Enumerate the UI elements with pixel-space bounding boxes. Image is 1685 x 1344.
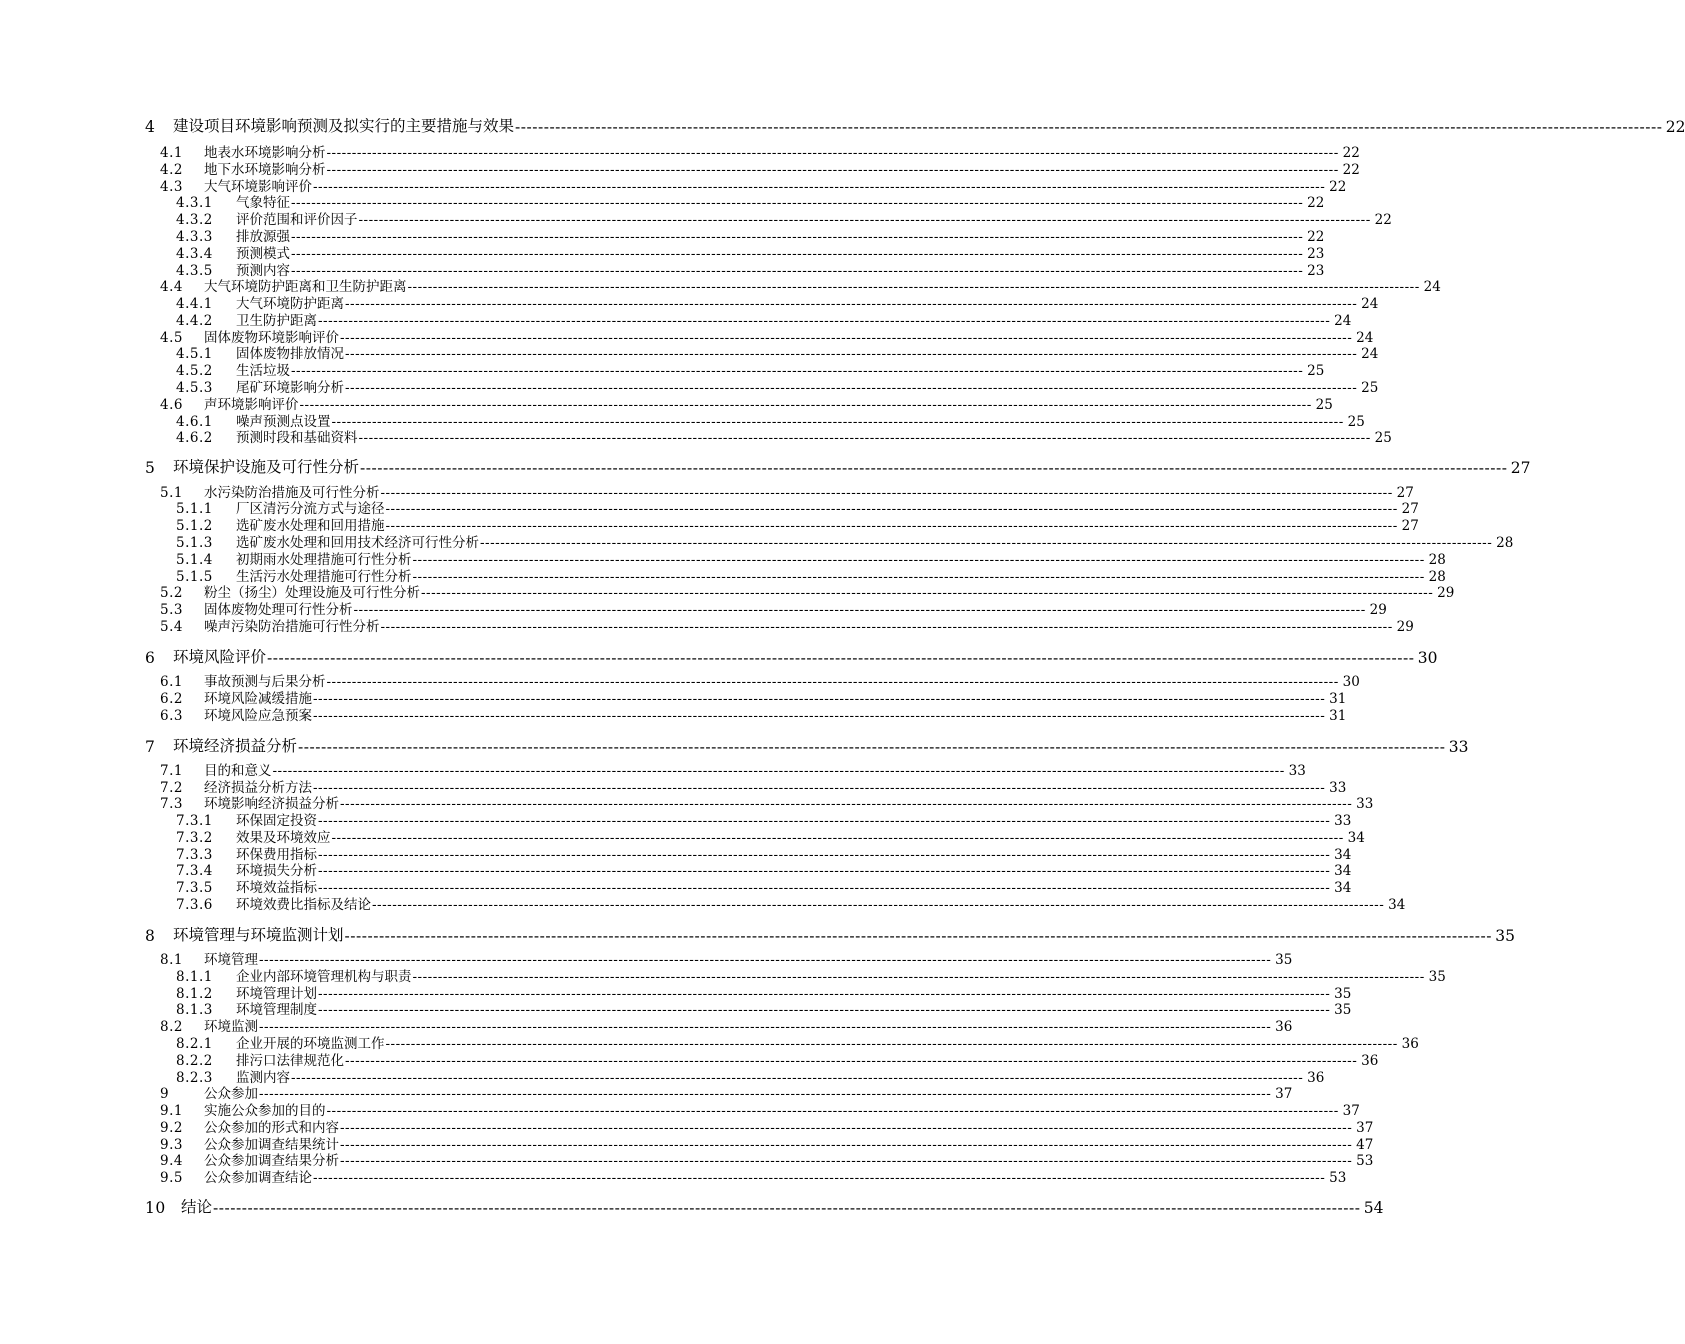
toc-entry-title: 环保固定投资 <box>236 813 317 829</box>
toc-entry-number: 4.3.2 <box>176 212 213 228</box>
dot-leader: -------------------------------------------------------------------------------------------------------------------------------------------------------------------------------------------------------- <box>385 1036 1398 1052</box>
toc-entry-title: 公众参加的形式和内容 <box>204 1120 339 1136</box>
toc-entry-number: 4.5.2 <box>176 363 213 379</box>
toc-subsection-entry[interactable] <box>0 846 1352 863</box>
toc-entry-number: 4.2 <box>160 162 183 178</box>
toc-entry-number: 8.1.3 <box>176 1002 213 1018</box>
toc-entry-page-number: 35 <box>1495 927 1515 945</box>
toc-section-entry[interactable] <box>0 1085 1293 1102</box>
toc-entry-number: 5.1.5 <box>176 569 213 585</box>
toc-chapter-entry[interactable] <box>0 455 1531 477</box>
toc-entry-title: 公众参加调查结果分析 <box>204 1153 339 1169</box>
toc-entry-number: 4.5.1 <box>176 346 213 362</box>
toc-entry-title: 地表水环境影响分析 <box>204 145 326 161</box>
toc-entry-number: 4.4.1 <box>176 296 213 312</box>
toc-entry-number: 4.3.5 <box>176 263 213 279</box>
toc-section-entry[interactable] <box>0 707 1347 724</box>
dot-leader: -------------------------------------------------------------------------------------------------------------------------------------------------------------------------------------------------------- <box>299 397 1312 413</box>
toc-section-entry[interactable] <box>0 1136 1374 1153</box>
toc-entry-title: 大气环境影响评价 <box>204 179 312 195</box>
toc-section-entry[interactable] <box>0 396 1333 413</box>
toc-subsection-entry[interactable] <box>0 1035 1419 1052</box>
toc-entry-page-number: 30 <box>1342 674 1360 690</box>
toc-subsection-entry[interactable] <box>0 194 1325 211</box>
toc-subsection-entry[interactable] <box>0 1052 1379 1069</box>
dot-leader: -------------------------------------------------------------------------------------------------------------------------------------------------------------------------------------------------------- <box>259 952 1272 968</box>
toc-entry-page-number: 35 <box>1334 986 1352 1002</box>
toc-entry-number: 8 <box>145 927 156 945</box>
toc-entry-number: 6.2 <box>160 691 183 707</box>
toc-entry-title: 环境效益指标 <box>236 880 317 896</box>
dot-leader: -------------------------------------------------------------------------------------------------------------------------------------------------------------------------------------------------------- <box>385 501 1398 517</box>
toc-entry-number: 5.1 <box>160 485 183 501</box>
toc-entry-number: 5.1.2 <box>176 518 213 534</box>
toc-entry-title: 环境效费比指标及结论 <box>236 897 371 913</box>
dot-leader: -------------------------------------------------------------------------------------------------------------------------------------------------------------------------------------------------------- <box>421 585 1434 601</box>
toc-entry-title: 环境风险减缓措施 <box>204 691 312 707</box>
dot-leader: -------------------------------------------------------------------------------------------------------------------------------------------------------------------------------------------------------- <box>380 619 1393 635</box>
toc-entry-page-number: 28 <box>1496 535 1514 551</box>
dot-leader: -------------------------------------------------------------------------------------------------------------------------------------------------------------------------------------------------------- <box>291 363 1304 379</box>
dot-leader: -------------------------------------------------------------------------------------------------------------------------------------------------------------------------------------------------------- <box>272 763 1285 779</box>
toc-entry-page-number: 27 <box>1396 485 1414 501</box>
toc-subsection-entry[interactable] <box>0 1001 1352 1018</box>
toc-entry-title: 地下水环境影响分析 <box>204 162 326 178</box>
toc-entry-page-number: 25 <box>1315 397 1333 413</box>
toc-entry-title: 环境管理 <box>204 952 258 968</box>
toc-entry-title: 排放源强 <box>236 229 290 245</box>
toc-entry-page-number: 33 <box>1288 763 1306 779</box>
dot-leader: -------------------------------------------------------------------------------------------------------------------------------------------------------------------------------------------------------- <box>340 1153 1353 1169</box>
toc-subsection-entry[interactable] <box>0 362 1325 379</box>
dot-leader: -------------------------------------------------------------------------------------------------------------------------------------------------------------------------------------------------------- <box>318 986 1331 1002</box>
dot-leader: -------------------------------------------------------------------------------------------------------------------------------------------------------------------------------------------------------- <box>318 847 1331 863</box>
toc-entry-page-number: 22 <box>1374 212 1392 228</box>
toc-entry-page-number: 23 <box>1307 263 1325 279</box>
dot-leader: -------------------------------------------------------------------------------------------------------------------------------------------------------------------------------------------------------- <box>515 118 1663 136</box>
toc-entry-title: 环境管理计划 <box>236 986 317 1002</box>
toc-entry-title: 预测时段和基础资料 <box>236 430 358 446</box>
toc-entry-title: 厂区清污分流方式与途径 <box>236 501 385 517</box>
toc-entry-number: 10 <box>145 1199 166 1217</box>
toc-entry-page-number: 27 <box>1401 501 1419 517</box>
dot-leader: -------------------------------------------------------------------------------------------------------------------------------------------------------------------------------------------------------- <box>331 414 1344 430</box>
toc-entry-page-number: 28 <box>1428 552 1446 568</box>
toc-subsection-entry[interactable] <box>0 829 1365 846</box>
toc-entry-title: 大气环境防护距离 <box>236 296 344 312</box>
dot-leader: -------------------------------------------------------------------------------------------------------------------------------------------------------------------------------------------------------- <box>313 691 1326 707</box>
toc-entry-page-number: 35 <box>1428 969 1446 985</box>
toc-entry-page-number: 22 <box>1665 118 1685 136</box>
toc-entry-page-number: 25 <box>1361 380 1379 396</box>
toc-entry-number: 4.1 <box>160 145 183 161</box>
toc-entry-number: 7.3 <box>160 796 183 812</box>
dot-leader: -------------------------------------------------------------------------------------------------------------------------------------------------------------------------------------------------------- <box>298 738 1446 756</box>
toc-entry-title: 公众参加 <box>204 1086 258 1102</box>
toc-entry-page-number: 35 <box>1334 1002 1352 1018</box>
toc-entry-number: 8.2.2 <box>176 1053 213 1069</box>
dot-leader: -------------------------------------------------------------------------------------------------------------------------------------------------------------------------------------------------------- <box>345 346 1358 362</box>
toc-section-entry[interactable] <box>0 1018 1293 1035</box>
toc-entry-title: 气象特征 <box>236 195 290 211</box>
toc-subsection-entry[interactable] <box>0 429 1392 446</box>
dot-leader: -------------------------------------------------------------------------------------------------------------------------------------------------------------------------------------------------------- <box>480 535 1493 551</box>
dot-leader: -------------------------------------------------------------------------------------------------------------------------------------------------------------------------------------------------------- <box>358 430 1371 446</box>
toc-entry-number: 7.3.2 <box>176 830 213 846</box>
toc-entry-number: 5.4 <box>160 619 183 635</box>
dot-leader: -------------------------------------------------------------------------------------------------------------------------------------------------------------------------------------------------------- <box>267 649 1415 667</box>
toc-entry-page-number: 31 <box>1329 691 1347 707</box>
toc-entry-page-number: 33 <box>1448 738 1469 756</box>
toc-entry-page-number: 53 <box>1329 1170 1347 1186</box>
toc-entry-number: 7.2 <box>160 780 183 796</box>
toc-entry-number: 7.1 <box>160 763 183 779</box>
toc-entry-title: 环境风险应急预案 <box>204 708 312 724</box>
toc-section-entry[interactable] <box>0 1169 1347 1186</box>
toc-entry-number: 4.5.3 <box>176 380 213 396</box>
toc-entry-title: 粉尘（扬尘）处理设施及可行性分析 <box>204 585 420 601</box>
toc-entry-title: 环境经济损益分析 <box>173 737 298 755</box>
dot-leader: -------------------------------------------------------------------------------------------------------------------------------------------------------------------------------------------------------- <box>313 708 1326 724</box>
toc-entry-title: 选矿废水处理和回用措施 <box>236 518 385 534</box>
dot-leader: -------------------------------------------------------------------------------------------------------------------------------------------------------------------------------------------------------- <box>259 1086 1272 1102</box>
toc-subsection-entry[interactable] <box>0 812 1352 829</box>
dot-leader: -------------------------------------------------------------------------------------------------------------------------------------------------------------------------------------------------------- <box>353 602 1366 618</box>
toc-entry-title: 声环境影响评价 <box>204 397 299 413</box>
toc-entry-page-number: 36 <box>1361 1053 1379 1069</box>
dot-leader: -------------------------------------------------------------------------------------------------------------------------------------------------------------------------------------------------------- <box>412 969 1425 985</box>
dot-leader: -------------------------------------------------------------------------------------------------------------------------------------------------------------------------------------------------------- <box>340 796 1353 812</box>
toc-section-entry[interactable] <box>0 762 1306 779</box>
dot-leader: -------------------------------------------------------------------------------------------------------------------------------------------------------------------------------------------------------- <box>344 927 1492 945</box>
toc-entry-page-number: 28 <box>1428 569 1446 585</box>
toc-entry-page-number: 31 <box>1329 708 1347 724</box>
toc-entry-number: 4.3.3 <box>176 229 213 245</box>
toc-subsection-entry[interactable] <box>0 985 1352 1002</box>
toc-entry-page-number: 33 <box>1334 813 1352 829</box>
toc-entry-page-number: 24 <box>1361 296 1379 312</box>
toc-entry-title: 固体废物排放情况 <box>236 346 344 362</box>
toc-section-entry[interactable] <box>0 144 1360 161</box>
toc-entry-page-number: 36 <box>1401 1036 1419 1052</box>
toc-entry-title: 环境影响经济损益分析 <box>204 796 339 812</box>
toc-subsection-entry[interactable] <box>0 500 1419 517</box>
toc-entry-number: 4.6.1 <box>176 414 213 430</box>
toc-entry-number: 4.4.2 <box>176 313 213 329</box>
toc-entry-title: 生活垃圾 <box>236 363 290 379</box>
toc-section-entry[interactable] <box>0 329 1374 346</box>
toc-subsection-entry[interactable] <box>0 345 1379 362</box>
toc-subsection-entry[interactable] <box>0 245 1325 262</box>
toc-entry-number: 4.3 <box>160 179 183 195</box>
toc-subsection-entry[interactable] <box>0 295 1379 312</box>
toc-section-entry[interactable] <box>0 690 1347 707</box>
toc-entry-title: 实施公众参加的目的 <box>204 1103 326 1119</box>
toc-entry-number: 4.6.2 <box>176 430 213 446</box>
toc-section-entry[interactable] <box>0 795 1374 812</box>
toc-entry-number: 6.1 <box>160 674 183 690</box>
toc-entry-title: 噪声污染防治措施可行性分析 <box>204 619 380 635</box>
toc-entry-title: 尾矿环境影响分析 <box>236 380 344 396</box>
toc-entry-number: 5.1.1 <box>176 501 213 517</box>
toc-entry-number: 4.6 <box>160 397 183 413</box>
dot-leader: -------------------------------------------------------------------------------------------------------------------------------------------------------------------------------------------------------- <box>291 195 1304 211</box>
dot-leader: -------------------------------------------------------------------------------------------------------------------------------------------------------------------------------------------------------- <box>412 569 1425 585</box>
toc-entry-title: 噪声预测点设置 <box>236 414 331 430</box>
dot-leader: -------------------------------------------------------------------------------------------------------------------------------------------------------------------------------------------------------- <box>291 263 1304 279</box>
toc-section-entry[interactable] <box>0 584 1455 601</box>
toc-entry-number: 4.4 <box>160 279 183 295</box>
toc-entry-page-number: 35 <box>1275 952 1293 968</box>
toc-subsection-entry[interactable] <box>0 1069 1325 1086</box>
toc-entry-title: 环境损失分析 <box>236 863 317 879</box>
toc-entry-number: 8.1.2 <box>176 986 213 1002</box>
dot-leader: -------------------------------------------------------------------------------------------------------------------------------------------------------------------------------------------------------- <box>340 330 1353 346</box>
toc-entry-number: 9.3 <box>160 1137 183 1153</box>
toc-entry-number: 8.2.3 <box>176 1070 213 1086</box>
dot-leader: -------------------------------------------------------------------------------------------------------------------------------------------------------------------------------------------------------- <box>313 1170 1326 1186</box>
toc-entry-number: 4 <box>145 118 156 136</box>
dot-leader: -------------------------------------------------------------------------------------------------------------------------------------------------------------------------------------------------------- <box>331 830 1344 846</box>
dot-leader: -------------------------------------------------------------------------------------------------------------------------------------------------------------------------------------------------------- <box>318 1002 1331 1018</box>
toc-entry-title: 目的和意义 <box>204 763 272 779</box>
dot-leader: -------------------------------------------------------------------------------------------------------------------------------------------------------------------------------------------------------- <box>259 1019 1272 1035</box>
dot-leader: -------------------------------------------------------------------------------------------------------------------------------------------------------------------------------------------------------- <box>372 897 1385 913</box>
toc-subsection-entry[interactable] <box>0 211 1392 228</box>
toc-entry-page-number: 36 <box>1275 1019 1293 1035</box>
toc-subsection-entry[interactable] <box>0 879 1352 896</box>
toc-section-entry[interactable] <box>0 278 1441 295</box>
toc-entry-page-number: 36 <box>1307 1070 1325 1086</box>
toc-entry-number: 9.5 <box>160 1170 183 1186</box>
toc-entry-number: 5 <box>145 459 156 477</box>
toc-entry-page-number: 22 <box>1342 162 1360 178</box>
toc-entry-title: 预测模式 <box>236 246 290 262</box>
toc-entry-number: 4.5 <box>160 330 183 346</box>
dot-leader: -------------------------------------------------------------------------------------------------------------------------------------------------------------------------------------------------------- <box>326 1103 1339 1119</box>
toc-entry-page-number: 24 <box>1334 313 1352 329</box>
toc-entry-number: 9 <box>160 1086 170 1102</box>
toc-entry-page-number: 24 <box>1423 279 1441 295</box>
toc-entry-page-number: 29 <box>1437 585 1455 601</box>
dot-leader: -------------------------------------------------------------------------------------------------------------------------------------------------------------------------------------------------------- <box>412 552 1425 568</box>
toc-entry-title: 环境风险评价 <box>173 648 267 666</box>
toc-chapter-entry[interactable] <box>0 1195 1384 1217</box>
toc-entry-page-number: 34 <box>1388 897 1406 913</box>
toc-entry-title: 建设项目环境影响预测及拟实行的主要措施与效果 <box>173 117 515 135</box>
dot-leader: -------------------------------------------------------------------------------------------------------------------------------------------------------------------------------------------------------- <box>385 518 1398 534</box>
toc-entry-title: 生活污水处理措施可行性分析 <box>236 569 412 585</box>
toc-section-entry[interactable] <box>0 1152 1374 1169</box>
toc-entry-number: 9.1 <box>160 1103 183 1119</box>
toc-section-entry[interactable] <box>0 1119 1374 1136</box>
toc-entry-number: 5.3 <box>160 602 183 618</box>
toc-entry-title: 事故预测与后果分析 <box>204 674 326 690</box>
toc-section-entry[interactable] <box>0 673 1360 690</box>
toc-entry-page-number: 37 <box>1342 1103 1360 1119</box>
toc-subsection-entry[interactable] <box>0 862 1352 879</box>
toc-entry-page-number: 30 <box>1417 649 1438 667</box>
toc-entry-number: 9.4 <box>160 1153 183 1169</box>
toc-entry-number: 8.1 <box>160 952 183 968</box>
toc-entry-title: 环境管理制度 <box>236 1002 317 1018</box>
toc-entry-page-number: 22 <box>1307 195 1325 211</box>
toc-chapter-entry[interactable] <box>0 923 1515 945</box>
toc-entry-number: 7.3.1 <box>176 813 213 829</box>
toc-entry-page-number: 25 <box>1374 430 1392 446</box>
toc-subsection-entry[interactable] <box>0 896 1406 913</box>
toc-entry-title: 大气环境防护距离和卫生防护距离 <box>204 279 407 295</box>
toc-section-entry[interactable] <box>0 601 1387 618</box>
toc-entry-number: 5.2 <box>160 585 183 601</box>
toc-entry-title: 企业开展的环境监测工作 <box>236 1036 385 1052</box>
toc-subsection-entry[interactable] <box>0 379 1379 396</box>
toc-entry-number: 9.2 <box>160 1120 183 1136</box>
toc-entry-number: 8.2.1 <box>176 1036 213 1052</box>
dot-leader: -------------------------------------------------------------------------------------------------------------------------------------------------------------------------------------------------------- <box>213 1199 1361 1217</box>
toc-entry-title: 公众参加调查结果统计 <box>204 1137 339 1153</box>
dot-leader: -------------------------------------------------------------------------------------------------------------------------------------------------------------------------------------------------------- <box>358 212 1371 228</box>
dot-leader: -------------------------------------------------------------------------------------------------------------------------------------------------------------------------------------------------------- <box>318 313 1331 329</box>
toc-subsection-entry[interactable] <box>0 968 1446 985</box>
dot-leader: -------------------------------------------------------------------------------------------------------------------------------------------------------------------------------------------------------- <box>291 1070 1304 1086</box>
toc-entry-title: 评价范围和评价因子 <box>236 212 358 228</box>
toc-entry-page-number: 22 <box>1329 179 1347 195</box>
toc-entry-title: 排污口法律规范化 <box>236 1053 344 1069</box>
toc-entry-number: 4.3.1 <box>176 195 213 211</box>
dot-leader: -------------------------------------------------------------------------------------------------------------------------------------------------------------------------------------------------------- <box>326 674 1339 690</box>
toc-entry-title: 水污染防治措施及可行性分析 <box>204 485 380 501</box>
toc-entry-page-number: 24 <box>1361 346 1379 362</box>
toc-section-entry[interactable] <box>0 1102 1360 1119</box>
toc-entry-page-number: 23 <box>1307 246 1325 262</box>
toc-entry-number: 5.1.4 <box>176 552 213 568</box>
toc-entry-title: 企业内部环境管理机构与职责 <box>236 969 412 985</box>
dot-leader: -------------------------------------------------------------------------------------------------------------------------------------------------------------------------------------------------------- <box>313 179 1326 195</box>
toc-entry-page-number: 37 <box>1275 1086 1293 1102</box>
dot-leader: -------------------------------------------------------------------------------------------------------------------------------------------------------------------------------------------------------- <box>407 279 1420 295</box>
dot-leader: -------------------------------------------------------------------------------------------------------------------------------------------------------------------------------------------------------- <box>318 863 1331 879</box>
toc-entry-title: 公众参加调查结论 <box>204 1170 312 1186</box>
toc-entry-page-number: 34 <box>1334 847 1352 863</box>
toc-entry-page-number: 29 <box>1396 619 1414 635</box>
dot-leader: -------------------------------------------------------------------------------------------------------------------------------------------------------------------------------------------------------- <box>340 1137 1353 1153</box>
toc-section-entry[interactable] <box>0 484 1414 501</box>
toc-entry-number: 7.3.5 <box>176 880 213 896</box>
toc-entry-page-number: 34 <box>1334 880 1352 896</box>
toc-entry-number: 7 <box>145 738 156 756</box>
dot-leader: -------------------------------------------------------------------------------------------------------------------------------------------------------------------------------------------------------- <box>345 296 1358 312</box>
toc-entry-page-number: 25 <box>1307 363 1325 379</box>
toc-entry-page-number: 27 <box>1401 518 1419 534</box>
toc-entry-title: 环保费用指标 <box>236 847 317 863</box>
toc-entry-title: 结论 <box>181 1198 213 1216</box>
toc-entry-title: 效果及环境效应 <box>236 830 331 846</box>
toc-entry-number: 7.3.4 <box>176 863 213 879</box>
toc-chapter-entry[interactable] <box>0 645 1438 667</box>
toc-chapter-entry[interactable] <box>0 734 1469 756</box>
toc-section-entry[interactable] <box>0 161 1360 178</box>
toc-section-entry[interactable] <box>0 779 1347 796</box>
toc-entry-number: 8.1.1 <box>176 969 213 985</box>
toc-entry-page-number: 47 <box>1356 1137 1374 1153</box>
dot-leader: -------------------------------------------------------------------------------------------------------------------------------------------------------------------------------------------------------- <box>380 485 1393 501</box>
toc-chapter-entry[interactable] <box>0 114 1685 136</box>
toc-entry-title: 选矿废水处理和回用技术经济可行性分析 <box>236 535 479 551</box>
toc-entry-title: 预测内容 <box>236 263 290 279</box>
toc-subsection-entry[interactable] <box>0 312 1352 329</box>
dot-leader: -------------------------------------------------------------------------------------------------------------------------------------------------------------------------------------------------------- <box>291 246 1304 262</box>
toc-entry-page-number: 27 <box>1510 459 1531 477</box>
toc-entry-page-number: 25 <box>1347 414 1365 430</box>
dot-leader: -------------------------------------------------------------------------------------------------------------------------------------------------------------------------------------------------------- <box>318 813 1331 829</box>
toc-entry-title: 初期雨水处理措施可行性分析 <box>236 552 412 568</box>
dot-leader: -------------------------------------------------------------------------------------------------------------------------------------------------------------------------------------------------------- <box>360 459 1508 477</box>
dot-leader: -------------------------------------------------------------------------------------------------------------------------------------------------------------------------------------------------------- <box>291 229 1304 245</box>
toc-subsection-entry[interactable] <box>0 413 1365 430</box>
toc-entry-number: 6.3 <box>160 708 183 724</box>
dot-leader: -------------------------------------------------------------------------------------------------------------------------------------------------------------------------------------------------------- <box>345 380 1358 396</box>
toc-entry-number: 6 <box>145 649 156 667</box>
dot-leader: -------------------------------------------------------------------------------------------------------------------------------------------------------------------------------------------------------- <box>318 880 1331 896</box>
toc-entry-title: 环境保护设施及可行性分析 <box>173 458 360 476</box>
toc-entry-title: 环境管理与环境监测计划 <box>173 926 344 944</box>
toc-entry-number: 8.2 <box>160 1019 183 1035</box>
toc-entry-title: 卫生防护距离 <box>236 313 317 329</box>
toc-entry-number: 7.3.3 <box>176 847 213 863</box>
dot-leader: -------------------------------------------------------------------------------------------------------------------------------------------------------------------------------------------------------- <box>313 780 1326 796</box>
toc-entry-title: 固体废物环境影响评价 <box>204 330 339 346</box>
toc-subsection-entry[interactable] <box>0 228 1325 245</box>
toc-entry-title: 固体废物处理可行性分析 <box>204 602 353 618</box>
toc-section-entry[interactable] <box>0 618 1414 635</box>
toc-entry-title: 经济损益分析方法 <box>204 780 312 796</box>
toc-entry-page-number: 53 <box>1356 1153 1374 1169</box>
toc-entry-page-number: 37 <box>1356 1120 1374 1136</box>
dot-leader: -------------------------------------------------------------------------------------------------------------------------------------------------------------------------------------------------------- <box>340 1120 1353 1136</box>
dot-leader: -------------------------------------------------------------------------------------------------------------------------------------------------------------------------------------------------------- <box>326 145 1339 161</box>
toc-entry-page-number: 34 <box>1334 863 1352 879</box>
toc-entry-number: 5.1.3 <box>176 535 213 551</box>
toc-entry-number: 4.3.4 <box>176 246 213 262</box>
toc-entry-title: 环境监测 <box>204 1019 258 1035</box>
toc-entry-page-number: 22 <box>1342 145 1360 161</box>
toc-entry-page-number: 33 <box>1356 796 1374 812</box>
dot-leader: -------------------------------------------------------------------------------------------------------------------------------------------------------------------------------------------------------- <box>345 1053 1358 1069</box>
toc-entry-page-number: 29 <box>1369 602 1387 618</box>
dot-leader: -------------------------------------------------------------------------------------------------------------------------------------------------------------------------------------------------------- <box>326 162 1339 178</box>
toc-entry-page-number: 34 <box>1347 830 1365 846</box>
toc-entry-page-number: 24 <box>1356 330 1374 346</box>
toc-entry-number: 7.3.6 <box>176 897 213 913</box>
toc-entry-page-number: 54 <box>1363 1199 1384 1217</box>
toc-section-entry[interactable] <box>0 178 1347 195</box>
toc-entry-page-number: 33 <box>1329 780 1347 796</box>
toc-entry-page-number: 22 <box>1307 229 1325 245</box>
toc-entry-title: 监测内容 <box>236 1070 290 1086</box>
